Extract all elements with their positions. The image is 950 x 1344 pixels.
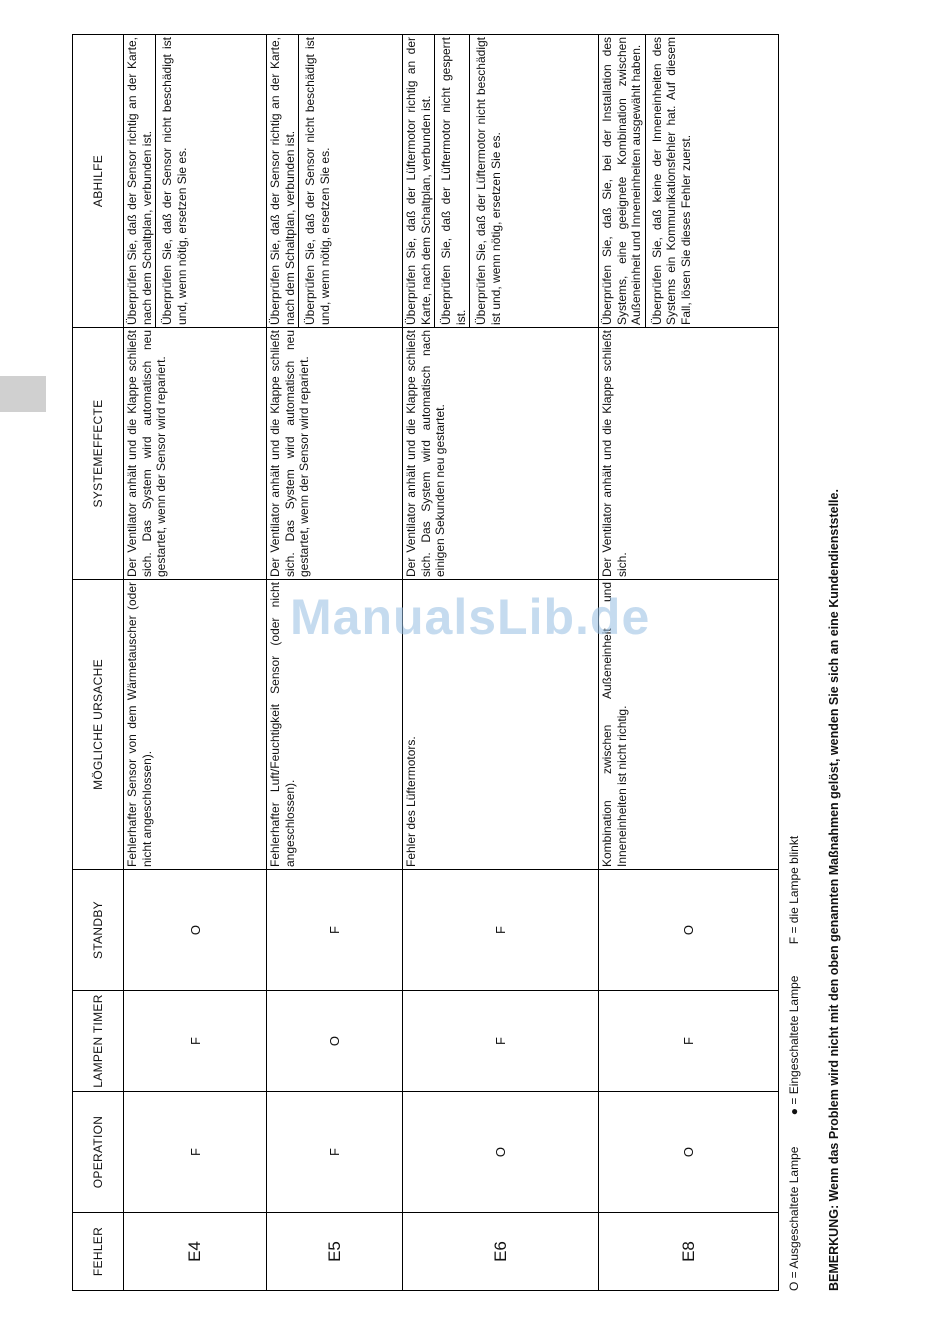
operation-lamp: O: [599, 1092, 779, 1213]
page-tab-marker: [0, 376, 46, 412]
remedy-text: Überprüfen Sie, daß der Sensor richtig an der Karte, nach dem Schaltplan, verbunden ist.: [125, 37, 154, 325]
operation-lamp: F: [124, 1092, 267, 1213]
table-row: [267, 35, 403, 1291]
cause-text: Fehler des Lüftermotors.: [403, 580, 599, 870]
standby-lamp: F: [267, 870, 403, 991]
remedy-cell: [124, 35, 267, 328]
cause-text: Fehlerhafter Luft/Feuchtigkeit Sensor (oder nicht angeschlossen).: [267, 580, 403, 870]
legend-on: ● = Eingeschaltete Lampe: [787, 975, 801, 1116]
timer-lamp: F: [403, 991, 599, 1092]
remedy-cell: [403, 35, 599, 328]
header-ursache: MÖGLICHE URSACHE: [73, 580, 124, 870]
remedy-text: Überprüfen Sie, daß der Lüftermotor nicht gesperrt ist.: [434, 35, 469, 327]
remedy-text: Überprüfen Sie, daß Sie, bei der Installation des Systems, eine geeignete Kombination zwischen Außeneinheit und Inneneinheiten ausgewählt haben.: [600, 37, 643, 325]
watermark: ManualsLib.de: [290, 589, 651, 645]
timer-lamp: F: [599, 991, 779, 1092]
remedy-text: Überprüfen Sie, daß keine der Inneneinheiten des Systems ein Kommunikationsfehler hat. Auf diesem Fall, lösen Sie dieses Fehler zuerst.: [645, 35, 695, 327]
legend-off: O = Ausgeschaltete Lampe: [787, 1146, 801, 1291]
timer-lamp: F: [124, 991, 267, 1092]
standby-lamp: O: [599, 870, 779, 991]
remedy-text: Überprüfen Sie, daß der Sensor richtig an der Karte, nach dem Schaltplan, verbunden ist.: [268, 37, 297, 325]
effect-text: Der Ventilator anhält und die Klappe schließt sich.: [599, 328, 779, 580]
cause-text: Kombination zwischen Außeneinheit und Inneneinheiten ist nicht richtig.: [599, 580, 779, 870]
effect-text: Der Ventilator anhält und die Klappe schließt sich. Das System wird automatisch nach einigen Sekunden neu gestartet.: [403, 328, 599, 580]
table-header-row: [73, 35, 124, 1291]
header-fehler: FEHLER: [73, 1213, 124, 1291]
remedy-text: Überprüfen Sie, daß der Sensor nicht beschädigt ist und, wenn nötig, ersetzen Sie es.: [155, 35, 190, 327]
standby-lamp: O: [124, 870, 267, 991]
remedy-text: Überprüfen Sie, daß der Lüftermotor nicht beschädigt ist und, wenn nötig, ersetzen Sie es.: [469, 35, 504, 327]
timer-lamp: O: [267, 991, 403, 1092]
operation-lamp: O: [403, 1092, 599, 1213]
error-code: E6: [403, 1213, 599, 1291]
table-row: [403, 35, 599, 1291]
header-standby: STANDBY: [73, 870, 124, 991]
remedy-cell: [267, 35, 403, 328]
header-effecte: SYSTEMEFFECTE: [73, 328, 124, 580]
rotated-page-content: [72, 35, 841, 1291]
table-row: [599, 35, 779, 1291]
error-code: E8: [599, 1213, 779, 1291]
operation-lamp: F: [267, 1092, 403, 1213]
header-lampen-timer: LAMPEN TIMER: [73, 991, 124, 1092]
remedy-text: Überprüfen Sie, daß der Sensor nicht beschädigt ist und, wenn nötig, ersetzen Sie es.: [298, 35, 333, 327]
table-row: [124, 35, 267, 1291]
legend-blink: F = die Lampe blinkt: [787, 835, 801, 945]
standby-lamp: F: [403, 870, 599, 991]
effect-text: Der Ventilator anhält und die Klappe schließt sich. Das System wird automatisch neu gestartet, wenn der Sensor wird repariert.: [124, 328, 267, 580]
cause-text: Fehlerhafter Sensor von dem Wärmetauscher (oder nicht angeschlossen).: [124, 580, 267, 870]
error-code: E5: [267, 1213, 403, 1291]
error-code: E4: [124, 1213, 267, 1291]
remedy-text: Überprüfen Sie, daß der Lüftermotor richtig an der Karte, nach dem Schaltplan, verbunden ist.: [404, 37, 433, 325]
remedy-cell: [599, 35, 779, 328]
lamp-legend: [787, 808, 801, 1291]
troubleshooting-table: [72, 34, 779, 1291]
effect-text: Der Ventilator anhält und die Klappe schließt sich. Das System wird automatisch neu gestartet, wenn der Sensor wird repariert.: [267, 328, 403, 580]
header-abhilfe: ABHILFE: [73, 35, 124, 328]
remark-note: BEMERKUNG: Wenn das Problem wird nicht mit den oben genannten Maßnahmen gelöst, wenden Sie sich an eine Kundendienststelle.: [827, 489, 841, 1291]
header-operation: OPERATION: [73, 1092, 124, 1213]
